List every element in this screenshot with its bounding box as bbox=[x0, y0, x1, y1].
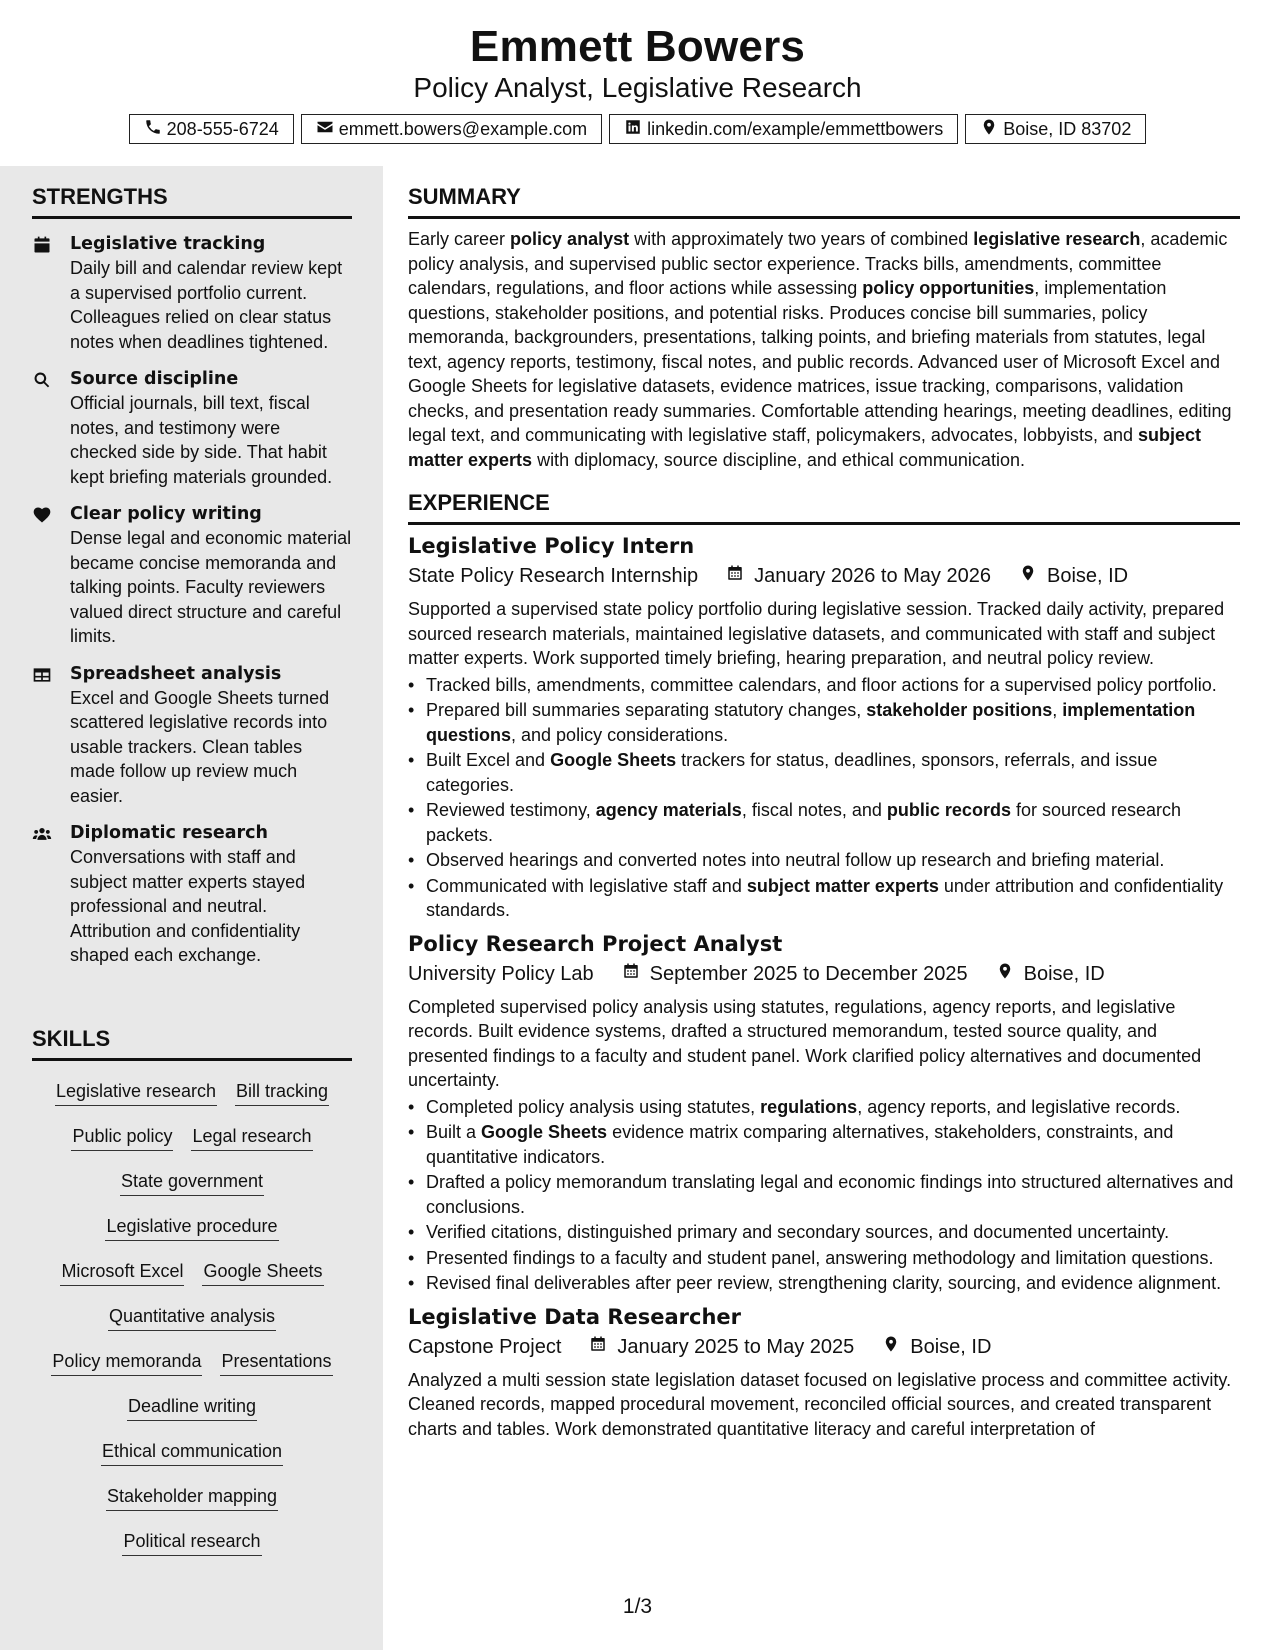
summary-emphasis: policy analyst bbox=[510, 229, 630, 249]
job-bullet bbox=[408, 1095, 1240, 1120]
bullet-text: Revised final deliverables after peer review, strengthening clarity, sourcing, and evidence alignment. bbox=[426, 1273, 1222, 1293]
bullet-text: for sourced research packets. bbox=[426, 800, 1182, 845]
skill-row bbox=[32, 1251, 352, 1296]
job-location: Boise, ID bbox=[1023, 962, 1105, 985]
strength-desc: Excel and Google Sheets turned scattered legislative records into usable trackers. Clean tables made follow up review much easier. bbox=[70, 687, 330, 806]
job-location: Boise, ID bbox=[910, 1335, 992, 1358]
skill-tag: Public policy bbox=[71, 1126, 173, 1151]
skill-tag: Deadline writing bbox=[127, 1396, 257, 1421]
job-organization: Capstone Project bbox=[408, 1335, 562, 1358]
job-location: Boise, ID bbox=[1046, 565, 1129, 587]
bullet-text: Drafted a policy memorandum translating legal and economic findings into structured alternatives and conclusions. bbox=[426, 1172, 1234, 1217]
skill-tag: Quantitative analysis bbox=[108, 1306, 276, 1331]
job-bullets bbox=[408, 673, 1240, 923]
contact-location-text: Boise, ID 83702 bbox=[1003, 118, 1132, 139]
summary-emphasis: subject matter experts bbox=[408, 425, 1202, 470]
table-icon bbox=[32, 662, 56, 809]
contact-phone-text: 208-555-6724 bbox=[166, 118, 279, 139]
calendar-icon bbox=[622, 959, 640, 989]
strength-desc: Daily bill and calendar review kept a supervised portfolio current. Colleagues relied on clear status notes when deadlines tightened. bbox=[70, 258, 343, 352]
candidate-title: Policy Analyst, Legislative Research bbox=[413, 72, 862, 103]
job-meta bbox=[408, 959, 1240, 989]
skill-row bbox=[32, 1071, 352, 1116]
map-pin-icon bbox=[1019, 561, 1037, 591]
strengths-heading: STRENGTHS bbox=[32, 184, 352, 219]
envelope-icon bbox=[316, 118, 334, 141]
summary-emphasis: legislative research bbox=[973, 229, 1141, 249]
skill-row bbox=[32, 1206, 352, 1251]
contact-linkedin[interactable] bbox=[609, 114, 958, 144]
job-bullet bbox=[408, 1271, 1240, 1296]
strength-desc: Conversations with staff and subject matter experts stayed professional and neutral. Attribution and confidentiality shaped each exchange. bbox=[70, 847, 306, 965]
skill-row bbox=[32, 1161, 352, 1206]
strength-title: Spreadsheet analysis bbox=[70, 663, 282, 684]
job-entry bbox=[408, 531, 1240, 923]
skill-row bbox=[32, 1476, 352, 1521]
job-dates: January 2025 to May 2025 bbox=[617, 1335, 855, 1358]
skills-section bbox=[32, 1026, 352, 1566]
experience-section bbox=[408, 490, 1240, 1441]
bullet-emphasis: subject matter experts bbox=[746, 875, 939, 896]
job-bullet bbox=[408, 1170, 1240, 1219]
bullet-text: Built Excel and bbox=[426, 750, 551, 770]
bullet-emphasis: agency materials bbox=[595, 800, 742, 820]
bullet-emphasis: regulations bbox=[760, 1096, 858, 1117]
skill-tag: State government bbox=[120, 1171, 264, 1196]
phone-icon bbox=[144, 118, 162, 141]
job-title: Legislative Policy Intern bbox=[408, 534, 695, 558]
summary-text bbox=[408, 227, 1240, 472]
bullet-text: , fiscal notes, and bbox=[741, 800, 887, 820]
skill-tag: Legislative procedure bbox=[105, 1216, 278, 1241]
map-pin-icon bbox=[882, 1332, 900, 1362]
strength-item bbox=[32, 821, 352, 968]
skill-row bbox=[32, 1521, 352, 1566]
bullet-text: trackers for status, deadlines, sponsors, referrals, and issue categories. bbox=[426, 750, 1158, 795]
job-meta bbox=[408, 561, 1240, 591]
bullet-emphasis: public records bbox=[886, 800, 1011, 820]
contact-email-text: emmett.bowers@example.com bbox=[338, 118, 588, 139]
resume-header bbox=[0, 0, 1275, 166]
job-description: Completed supervised policy analysis using statutes, regulations, agency reports, and legislative records. Built evidence systems, drafted a structured memorandum, tested source quality, and presented findings to a faculty and student panel. Work clarified policy alternatives and documented uncertainty. bbox=[408, 996, 1202, 1090]
skills-heading: SKILLS bbox=[32, 1026, 352, 1061]
skill-tag: Google Sheets bbox=[202, 1261, 323, 1286]
strength-item bbox=[32, 502, 352, 649]
summary-text: , implementation questions, stakeholder positions, and potential risks. Produces concise bill summaries, policy memoranda, backgrounders, presentations, talking points, and briefing materials from statutes, legal text, agency reports, testimony, fiscal notes, and public records. Advanced user of Microsoft Excel and Google Sheets for legislative datasets, evidence matrices, issue tracking, comparisons, validation checks, and presentation ready summaries. Comfortable attending hearings, meeting deadlines, editing legal text, and communicating with legislative staff, policymakers, advocates, lobbyists, and bbox=[408, 278, 1232, 445]
job-bullet bbox=[408, 798, 1240, 847]
main-content bbox=[408, 166, 1240, 1596]
strength-item bbox=[32, 662, 352, 809]
calendar-icon bbox=[589, 1332, 607, 1362]
skill-row bbox=[32, 1296, 352, 1341]
skill-tag: Legal research bbox=[191, 1126, 312, 1151]
calendar-icon bbox=[32, 232, 56, 354]
job-bullets bbox=[408, 1095, 1240, 1296]
strength-desc: Official journals, bill text, fiscal notes, and testimony were checked side by side. That habit kept briefing materials grounded. bbox=[70, 393, 333, 487]
skill-tag: Bill tracking bbox=[235, 1081, 329, 1106]
strength-title: Legislative tracking bbox=[70, 234, 266, 254]
strength-desc: Dense legal and economic material became concise memoranda and talking points. Faculty reviewers valued direct structure and careful limits. bbox=[70, 528, 352, 646]
job-bullet bbox=[408, 1246, 1240, 1271]
contact-email[interactable] bbox=[301, 114, 602, 144]
bullet-text: , agency reports, and legislative records. bbox=[857, 1096, 1181, 1117]
bullet-text: Observed hearings and converted notes into neutral follow up research and briefing material. bbox=[426, 850, 1165, 870]
job-title: Policy Research Project Analyst bbox=[408, 931, 783, 956]
job-bullet bbox=[408, 748, 1240, 797]
linkedin-icon bbox=[624, 118, 642, 141]
strengths-section bbox=[32, 184, 352, 968]
summary-section bbox=[408, 184, 1240, 472]
bullet-text: evidence matrix comparing alternatives, stakeholders, constraints, and quantitative indicators. bbox=[426, 1122, 1174, 1167]
skill-tag: Legislative research bbox=[55, 1081, 217, 1106]
contact-location[interactable] bbox=[965, 114, 1146, 144]
job-bullet bbox=[408, 698, 1240, 747]
summary-heading: SUMMARY bbox=[408, 184, 1240, 219]
job-bullet bbox=[408, 848, 1240, 873]
skill-row bbox=[32, 1431, 352, 1476]
bullet-text: Completed policy analysis using statutes, bbox=[426, 1096, 761, 1117]
contact-bar bbox=[0, 114, 1275, 144]
heart-icon bbox=[32, 502, 56, 649]
skill-tag: Presentations bbox=[220, 1351, 332, 1376]
bullet-emphasis: stakeholder positions bbox=[866, 700, 1053, 720]
job-entry bbox=[408, 929, 1240, 1296]
job-bullet bbox=[408, 673, 1240, 698]
skill-tag: Policy memoranda bbox=[51, 1351, 202, 1376]
summary-text: with approximately two years of combined bbox=[629, 229, 974, 249]
bullet-text: Reviewed testimony, bbox=[426, 800, 596, 820]
skills-list bbox=[32, 1071, 352, 1566]
skill-row bbox=[32, 1116, 352, 1161]
contact-linkedin-text: linkedin.com/example/emmettbowers bbox=[647, 118, 944, 139]
bullet-text: , bbox=[1052, 700, 1063, 720]
page-number: 1/3 bbox=[622, 1595, 653, 1618]
sidebar bbox=[0, 166, 383, 1650]
job-list bbox=[408, 531, 1240, 1441]
bullet-text: Tracked bills, amendments, committee calendars, and floor actions for a supervised policy portfolio. bbox=[426, 674, 1217, 695]
experience-heading: EXPERIENCE bbox=[408, 490, 1240, 525]
job-organization: State Policy Research Internship bbox=[408, 565, 699, 587]
summary-text: Early career bbox=[408, 229, 511, 249]
skill-tag: Microsoft Excel bbox=[60, 1261, 184, 1286]
calendar-icon bbox=[726, 561, 744, 591]
candidate-name: Emmett Bowers bbox=[469, 22, 806, 71]
summary-text: , academic policy analysis, and supervised public sector experience. Tracks bills, amendments, committee calendars, regulations, and floor actions while assessing bbox=[408, 229, 1228, 298]
job-bullet bbox=[408, 1220, 1240, 1245]
job-dates: January 2026 to May 2026 bbox=[754, 565, 991, 587]
job-title: Legislative Data Researcher bbox=[408, 1304, 742, 1329]
job-description: Analyzed a multi session state legislation dataset focused on legislative process and committee activity. Cleaned records, mapped procedural movement, reconciled official sources, and created transparent charts and tables. Work demonstrated quantitative literacy and careful interpretation of bbox=[408, 1369, 1232, 1439]
job-bullet bbox=[408, 874, 1240, 923]
map-pin-icon bbox=[996, 959, 1014, 989]
bullet-emphasis: Google Sheets bbox=[481, 1122, 608, 1142]
summary-emphasis: policy opportunities bbox=[862, 278, 1035, 298]
job-dates: September 2025 to December 2025 bbox=[649, 962, 968, 985]
job-entry bbox=[408, 1302, 1240, 1442]
strength-title: Source discipline bbox=[70, 369, 239, 389]
job-description: Supported a supervised state policy portfolio during legislative session. Tracked daily activity, prepared sourced research materials, maintained legislative datasets, and communicated with staff and subject matter experts. Work supported timely briefing, hearing preparation, and neutral policy review. bbox=[408, 599, 1225, 668]
bullet-text: Prepared bill summaries separating statutory changes, bbox=[426, 700, 867, 720]
bullet-text: Verified citations, distinguished primary and secondary sources, and documented uncertainty. bbox=[426, 1222, 1170, 1242]
bullet-emphasis: implementation questions bbox=[426, 700, 1196, 745]
summary-text: with diplomacy, source discipline, and ethical communication. bbox=[532, 449, 1025, 470]
magnifier-icon bbox=[32, 367, 56, 489]
skill-tag: Stakeholder mapping bbox=[106, 1486, 278, 1511]
users-icon bbox=[32, 821, 56, 968]
skill-row bbox=[32, 1386, 352, 1431]
bullet-text: Communicated with legislative staff and bbox=[426, 875, 747, 896]
skill-tag: Ethical communication bbox=[101, 1441, 283, 1466]
contact-phone[interactable] bbox=[129, 114, 294, 144]
map-pin-icon bbox=[980, 118, 998, 141]
strength-title: Clear policy writing bbox=[70, 504, 262, 524]
bullet-emphasis: Google Sheets bbox=[550, 750, 677, 770]
job-meta bbox=[408, 1332, 1240, 1362]
bullet-text: Presented findings to a faculty and student panel, answering methodology and limitation questions. bbox=[426, 1247, 1214, 1268]
strength-item bbox=[32, 367, 352, 489]
skill-row bbox=[32, 1341, 352, 1386]
strength-title: Diplomatic research bbox=[70, 823, 269, 843]
bullet-text: , and policy considerations. bbox=[511, 724, 729, 745]
skill-tag: Political research bbox=[122, 1531, 261, 1556]
bullet-text: under attribution and confidentiality standards. bbox=[426, 875, 1224, 920]
strength-item bbox=[32, 232, 352, 354]
job-organization: University Policy Lab bbox=[408, 962, 594, 985]
job-bullet bbox=[408, 1120, 1240, 1169]
bullet-text: Built a bbox=[426, 1122, 482, 1142]
